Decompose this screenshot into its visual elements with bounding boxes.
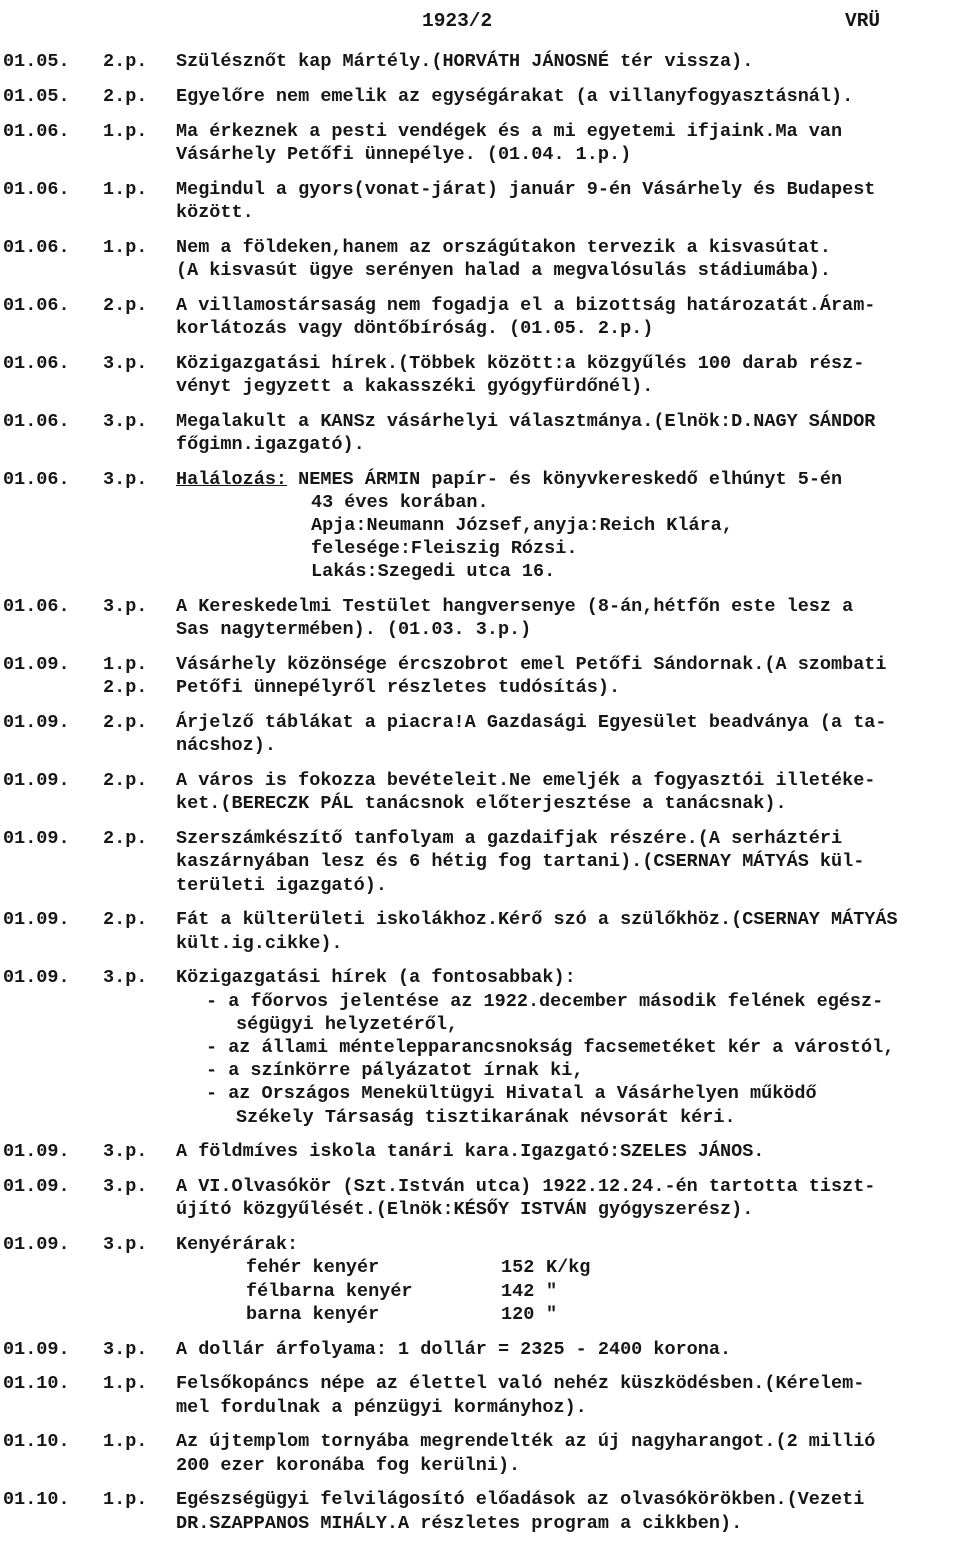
- entry-page-column: [103, 1372, 176, 1395]
- entry-page: 3.p.: [103, 410, 148, 432]
- entry-text-line: [176, 468, 960, 491]
- entry-text-line: újító közgyűlését.(Elnök:KÉSŐY ISTVÁN gyógyszerész).: [176, 1199, 754, 1221]
- entry-subline: felesége:Fleiszig Rózsi.: [311, 538, 578, 560]
- entry-text-line: Közigazgatási hírek.(Többek között:a közgyűlés 100 darab rész-: [176, 352, 865, 374]
- entry-page-column: [103, 352, 176, 375]
- entry-text-line: Szerszámkészítő tanfolyam a gazdaifjak részére.(A serháztéri: [176, 828, 843, 850]
- entry-text-line: nácshoz).: [176, 735, 276, 757]
- entry-text-line: Az újtemplom tornyába megrendelték az új nagyharangot.(2 millió: [176, 1431, 876, 1453]
- entry-page-column: [103, 711, 176, 734]
- entry-page-column: [103, 120, 176, 143]
- entry-subline: Lakás:Szegedi utca 16.: [311, 561, 556, 583]
- entry-bullet-line: - az Országos Menekültügyi Hivatal a Vásárhelyen működő: [206, 1083, 817, 1105]
- entry-date: 01.09.: [3, 967, 70, 989]
- entry-row: [0, 236, 960, 282]
- entry-date: 01.10.: [3, 1489, 70, 1511]
- entry-text-line: Vásárhely közönsége ércszobrot emel Petőfi Sándornak.(A szombati: [176, 654, 887, 676]
- entry-date: 01.09.: [3, 1234, 70, 1256]
- entry-bullet-line: Székely Társaság tisztikarának névsorát kéri.: [236, 1106, 736, 1128]
- entry-page-column: [103, 1488, 176, 1511]
- entry-text-line: Kenyérárak:: [176, 1234, 299, 1256]
- entry-page: 3.p.: [103, 596, 148, 618]
- entry-text: [176, 85, 960, 108]
- entry-page: 2.p.: [103, 909, 148, 931]
- entry-page: 2.p.: [103, 712, 148, 734]
- entry-date: 01.06.: [3, 120, 70, 142]
- entry-text-line: Petőfi ünnepélyről részletes tudósítás).: [176, 677, 621, 699]
- entry-text: [176, 827, 960, 897]
- price-item-name: barna kenyér: [246, 1303, 380, 1325]
- entry-date: 01.06.: [3, 236, 70, 258]
- entry-date: 01.06.: [3, 410, 70, 432]
- entry-row: [0, 769, 960, 815]
- entry-row: [0, 120, 960, 166]
- entry-date: 01.09.: [3, 654, 70, 676]
- entry-page-column: [103, 1175, 176, 1198]
- entry-page: 3.p.: [103, 1141, 148, 1163]
- entry-date: 01.05.: [3, 85, 70, 107]
- entry-page-column: [103, 178, 176, 201]
- entry-date: 01.09.: [3, 909, 70, 931]
- entry-row: [0, 410, 960, 456]
- entry-text-line: DR.SZAPPANOS MIHÁLY.A részletes program a cikkben).: [176, 1512, 743, 1534]
- entry-page-column: [103, 769, 176, 792]
- entry-text: [176, 653, 960, 699]
- price-row: [246, 1303, 960, 1326]
- entry-row: [0, 352, 960, 398]
- entry-row: [0, 1140, 960, 1163]
- entry-text-line: A villamostársaság nem fogadja el a bizottság határozatát.Áram-: [176, 294, 876, 316]
- entry-row: [0, 1233, 960, 1326]
- entry-row: [0, 827, 960, 897]
- entry-subline: Apja:Neumann József,anyja:Reich Klára,: [311, 515, 733, 536]
- price-item-name: félbarna kenyér: [246, 1280, 413, 1302]
- entry-date: 01.06.: [3, 596, 70, 618]
- entry-text: [176, 352, 960, 398]
- entry-page-column: [103, 1233, 176, 1256]
- entry-row: [0, 711, 960, 757]
- entry-page-column: [103, 294, 176, 317]
- entry-row: [0, 50, 960, 73]
- entry-text-line: (A kisvasút ügye serényen halad a megvalósulás stádiumába).: [176, 259, 832, 281]
- entry-text-line: Fát a külterületi iskolákhoz.Kérő szó a szülőkhöz.(CSERNAY MÁTYÁS: [176, 909, 898, 931]
- entry-page-column: [103, 595, 176, 618]
- entry-date: 01.10.: [3, 1373, 70, 1395]
- entry-text-line: Szülésznőt kap Mártély.(HORVÁTH JÁNOSNÉ tér vissza).: [176, 51, 754, 72]
- entry-text-line: Sas nagytermében). (01.03. 3.p.): [176, 619, 532, 641]
- entry-page: 3.p.: [103, 1176, 148, 1198]
- entry-page: 2.p.: [103, 770, 148, 792]
- entry-page-column: [103, 908, 176, 931]
- entry-page-column: [103, 827, 176, 850]
- entry-page: 3.p.: [103, 1234, 148, 1256]
- entry-text: [176, 711, 960, 757]
- entry-date: 01.09.: [3, 1338, 70, 1360]
- entry-row: [0, 966, 960, 1128]
- entry-text-line: ket.(BERECZK PÁL tanácsnok előterjesztése a tanácsnak).: [176, 793, 787, 815]
- entry-text-segment: NEMES ÁRMIN papír- és könyvkereskedő elhúnyt 5-én: [287, 468, 843, 490]
- entry-text-line: Egészségügyi felvilágosító előadások az olvasókörökben.(Vezeti: [176, 1489, 865, 1511]
- entry-text: [176, 595, 960, 641]
- price-table: [176, 1256, 960, 1326]
- entry-row: [0, 1175, 960, 1221]
- entry-page: 3.p.: [103, 967, 148, 989]
- price-item-unit: ": [546, 1303, 558, 1325]
- entry-bullet-line: - a színkörre pályázatot írnak ki,: [206, 1060, 584, 1082]
- price-item-unit: ": [546, 1280, 558, 1302]
- entry-text: [176, 50, 960, 73]
- entry-text-line: között.: [176, 201, 254, 223]
- entry-row: [0, 595, 960, 641]
- price-item-value: 120: [501, 1303, 535, 1325]
- entry-text-line: A Kereskedelmi Testület hangversenye (8-án,hétfőn este lesz a: [176, 596, 854, 618]
- entry-text: [176, 908, 960, 954]
- entry-page: 3.p.: [103, 468, 148, 490]
- entry-page: 1.p.: [103, 236, 148, 258]
- entry-row: [0, 1430, 960, 1476]
- entry-page-column: [103, 653, 176, 699]
- entry-text-line: Ma érkeznek a pesti vendégek és a mi egyetemi ifjaink.Ma van: [176, 120, 843, 142]
- entry-page-column: [103, 236, 176, 259]
- price-item-unit: K/kg: [546, 1257, 591, 1279]
- entry-text-line: területi igazgató).: [176, 874, 387, 896]
- entry-text-line: kaszárnyában lesz és 6 hétig fog tartani).(CSERNAY MÁTYÁS kül-: [176, 851, 865, 873]
- entry-date: 01.06.: [3, 468, 70, 490]
- entry-page-secondary: 2.p.: [103, 677, 148, 699]
- entry-text-line: 200 ezer koronába fog kerülni).: [176, 1454, 521, 1476]
- entry-date: 01.09.: [3, 770, 70, 792]
- entry-page-column: [103, 50, 176, 73]
- entry-page-column: [103, 468, 176, 491]
- entry-text: [176, 1488, 960, 1534]
- entry-text-line: A földmíves iskola tanári kara.Igazgató:SZELES JÁNOS.: [176, 1141, 765, 1163]
- entry-page: 3.p.: [103, 1338, 148, 1360]
- entry-text-line: A város is fokozza bevételeit.Ne emeljék a fogyasztói illetéke-: [176, 770, 876, 792]
- entry-text-line: Megalakult a KANSz vásárhelyi választmánya.(Elnök:D.NAGY SÁNDOR: [176, 410, 876, 432]
- entry-list: [0, 50, 960, 1546]
- entry-text-line: Egyelőre nem emelik az egységárakat (a villanyfogyasztásnál).: [176, 85, 854, 107]
- entry-text: [176, 178, 960, 224]
- entry-text: [176, 468, 960, 584]
- entry-page: 1.p.: [103, 654, 148, 676]
- entry-text-line: korlátozás vagy döntőbíróság. (01.05. 2.p.): [176, 317, 654, 339]
- entry-text: [176, 1430, 960, 1476]
- entry-page: 2.p.: [103, 85, 148, 107]
- entry-page-column: [103, 85, 176, 108]
- entry-text: [176, 1372, 960, 1418]
- price-item-value: 142: [501, 1280, 535, 1302]
- entry-row: [0, 1488, 960, 1534]
- entry-date: 01.09.: [3, 712, 70, 734]
- price-row: [246, 1280, 960, 1303]
- entry-row: [0, 178, 960, 224]
- entry-date: 01.09.: [3, 1141, 70, 1163]
- entry-page: 1.p.: [103, 1373, 148, 1395]
- entry-bullet-line: - a főorvos jelentése az 1922.december második felének egész-: [206, 990, 884, 1012]
- entry-text: [176, 120, 960, 166]
- document-code: VRÜ: [845, 10, 881, 32]
- entry-text-line: Megindul a gyors(vonat-járat) január 9-én Vásárhely és Budapest: [176, 178, 876, 200]
- entry-date: 01.06.: [3, 178, 70, 200]
- entry-subline: 43 éves korában.: [311, 491, 489, 513]
- entry-text-line: A VI.Olvasókör (Szt.István utca) 1922.12.24.-én tartotta tiszt-: [176, 1176, 876, 1198]
- entry-text-line: Felsőkopáncs népe az élettel való nehéz küszködésben.(Kérelem-: [176, 1373, 865, 1395]
- entry-text-line: Nem a földeken,hanem az országútakon tervezik a kisvasútat.: [176, 236, 832, 258]
- entry-page-column: [103, 966, 176, 989]
- price-item-value: 152: [501, 1257, 535, 1279]
- entry-date: 01.05.: [3, 51, 70, 72]
- page-header: [0, 6, 960, 36]
- entry-text: [176, 769, 960, 815]
- entry-page: 1.p.: [103, 1489, 148, 1511]
- entry-text: [176, 294, 960, 340]
- entry-page: 3.p.: [103, 352, 148, 374]
- entry-page: 2.p.: [103, 51, 148, 72]
- entry-date: 01.10.: [3, 1431, 70, 1453]
- entry-lead-label: Halálozás:: [176, 468, 288, 490]
- entry-bullet-line: - az állami méntelepparancsnokság facsemetéket kér a várostól,: [206, 1037, 895, 1059]
- entry-row: [0, 85, 960, 108]
- entry-page: 1.p.: [103, 1431, 148, 1453]
- entry-text: [176, 1175, 960, 1221]
- entry-page-column: [103, 1140, 176, 1163]
- entry-date: 01.06.: [3, 352, 70, 374]
- entry-row: [0, 1372, 960, 1418]
- entry-row: [0, 908, 960, 954]
- entry-date: 01.09.: [3, 1176, 70, 1198]
- document-title: 1923/2: [422, 10, 493, 32]
- price-item-name: fehér kenyér: [246, 1257, 380, 1279]
- entry-text: [176, 966, 960, 1128]
- entry-date: 01.09.: [3, 828, 70, 850]
- entry-page-column: [103, 1430, 176, 1453]
- entry-text: [176, 1338, 960, 1361]
- entry-row: [0, 468, 960, 584]
- entry-text: [176, 236, 960, 282]
- entry-page: 1.p.: [103, 178, 148, 200]
- entry-page-column: [103, 410, 176, 433]
- entry-date: 01.06.: [3, 294, 70, 316]
- entry-text: [176, 410, 960, 456]
- entry-row: [0, 653, 960, 699]
- entry-text-line: főgimn.igazgató).: [176, 433, 365, 455]
- entry-page: 2.p.: [103, 294, 148, 316]
- entry-text: [176, 1233, 960, 1326]
- price-row: [246, 1256, 960, 1279]
- entry-bullet-line: ségügyi helyzetéről,: [236, 1013, 459, 1035]
- entry-text-line: Vásárhely Petőfi ünnepélye. (01.04. 1.p.): [176, 143, 632, 165]
- entry-text-line: mel fordulnak a pénzügyi kormányhoz).: [176, 1396, 587, 1418]
- entry-text-line: Árjelző táblákat a piacra!A Gazdasági Egyesület beadványa (a ta-: [176, 712, 887, 734]
- entry-text: [176, 1140, 960, 1163]
- entry-page: 1.p.: [103, 120, 148, 142]
- entry-row: [0, 1338, 960, 1361]
- entry-row: [0, 294, 960, 340]
- entry-text-line: Közigazgatási hírek (a fontosabbak):: [176, 967, 576, 989]
- entry-page-column: [103, 1338, 176, 1361]
- entry-page: 2.p.: [103, 828, 148, 850]
- entry-text-line: vényt jegyzett a kakasszéki gyógyfürdőnél).: [176, 375, 654, 397]
- entry-text-line: A dollár árfolyama: 1 dollár = 2325 - 2400 korona.: [176, 1338, 732, 1360]
- entry-text-line: kült.ig.cikke).: [176, 932, 343, 954]
